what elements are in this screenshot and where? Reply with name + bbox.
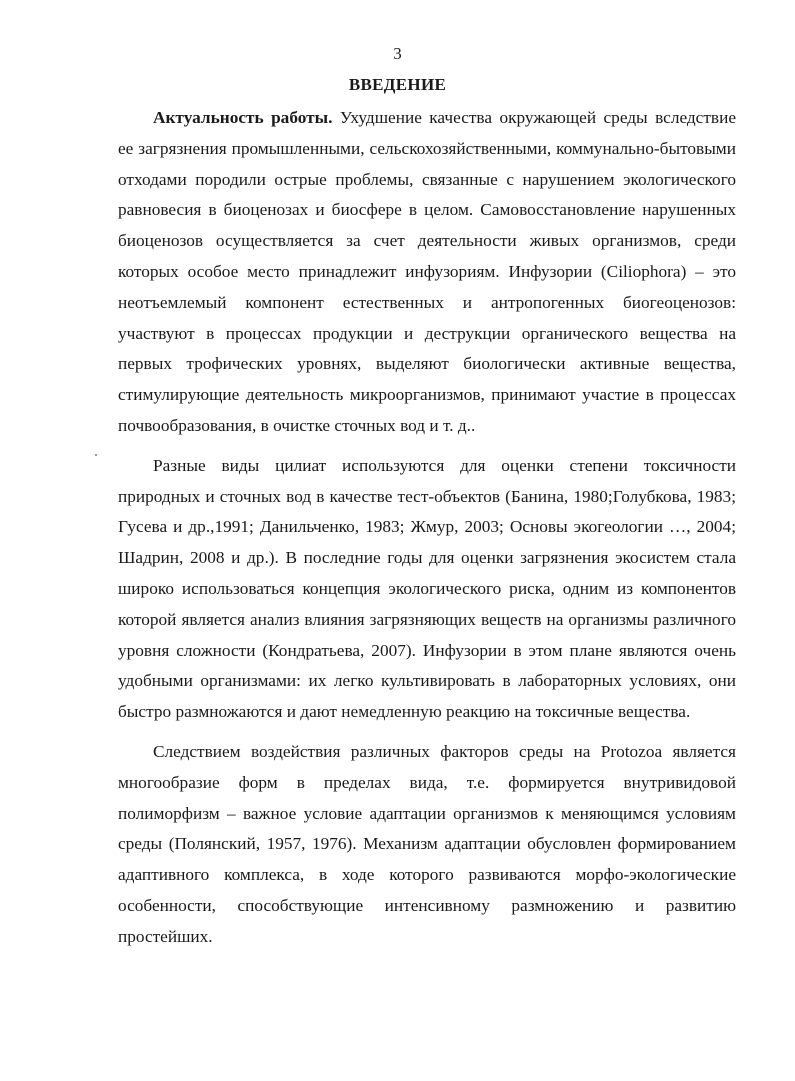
paragraph-lead: Актуальность работы.: [153, 108, 333, 127]
paragraph-text: Ухудшение качества окружающей среды вследствие ее загрязнения промышленными, сельскохозяйственными, коммунально-бытовыми отходами породили острые проблемы, связанные с нарушением экологического равновесия в биоценозах и биосфере в целом. Самовосстановление нарушенных биоценозов осуществляется за счет деятельности живых организмов, среди которых особое место принадлежит инфузориям. Инфузории (Ciliophora) – это неотъемлемый компонент естественных и антропогенных биогеоценозов: участвуют в процессах продукции и деструкции органического вещества на первых трофических уровнях, выделяют биологически активные вещества, стимулирующие деятельность микроорганизмов, принимают участие в процессах почвообразования, в очистке сточных вод и т. д..: [118, 108, 736, 435]
paragraph-adaptation: [118, 737, 736, 953]
body-text: [118, 103, 736, 953]
scan-artifact-dot: [95, 454, 97, 456]
page-number: 3: [393, 44, 402, 63]
paragraph-text: Следствием воздействия различных факторов среды на Protozoa является многообразие форм в пределах вида, т.е. формируется внутривидовой полиморфизм – важное условие адаптации организмов к меняющимся условиям среды (Полянский, 1957, 1976). Механизм адаптации обусловлен формированием адаптивного комплекса, в ходе которого развиваются морфо-экологические особенности, способствующие интенсивному размножению и развитию простейших.: [118, 741, 736, 946]
section-heading: ВВЕДЕНИЕ: [348, 75, 447, 94]
paragraph-text: Разные виды цилиат используются для оценки степени токсичности природных и сточных вод в качестве тест-объектов (Банина, 1980;Голубкова, 1983; Гусева и др.,1991; Данильченко, 1983; Жмур, 2003; Основы экогеологии …, 2004; Шадрин, 2008 и др.). В последние годы для оценки загрязнения экосистем стала широко использоваться концепция экологического риска, одним из компонентов которой является анализ влияния загрязняющих веществ на организмы различного уровня сложности (Кондратьева, 2007). Инфузории в этом плане являются очень удобными организмами: их легко культивировать в лабораторных условиях, они быстро размножаются и дают немедленную реакцию на токсичные вещества.: [118, 455, 736, 722]
paragraph-relevance: [118, 103, 736, 442]
paragraph-toxicity: [118, 451, 736, 728]
